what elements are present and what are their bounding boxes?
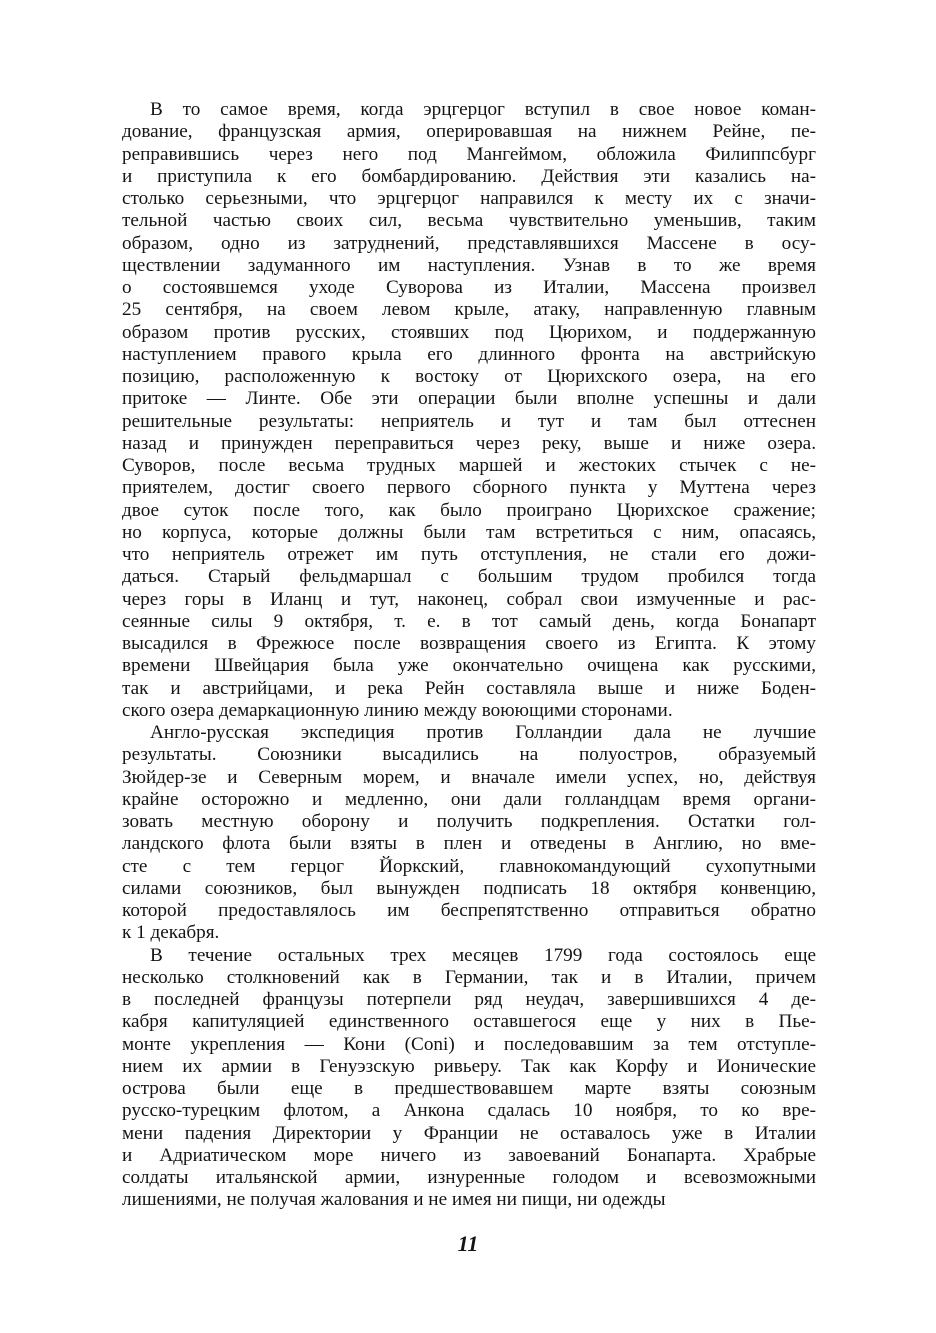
paragraph bbox=[122, 99, 816, 722]
text-line: наступлением правого крыла его длинного фронта на австрийскую bbox=[122, 343, 816, 365]
text-line: русско-турецким флотом, а Анкона сдалась 10 ноября, то ко вре- bbox=[122, 1100, 816, 1122]
text-line: несколько столкновений как в Германии, так и в Италии, причем bbox=[122, 966, 816, 988]
text-line: реправившись через него под Мангеймом, обложила Филиппсбург bbox=[122, 143, 816, 165]
text-line: ского озера демаркационную линию между воюющими сторонами. bbox=[122, 699, 673, 721]
text-line: сте с тем герцог Йоркский, главнокомандующий сухопутными bbox=[122, 855, 816, 877]
text-line: образом, одно из затруднений, представлявшихся Массене в осу- bbox=[122, 232, 816, 254]
text-line: результаты. Союзники высадились на полуостров, образуемый bbox=[122, 744, 816, 766]
text-line: в последней французы потерпели ряд неудач, завершившихся 4 де- bbox=[122, 989, 816, 1010]
text-line: Англо-русская экспедиция против Голландии дала не лучшие bbox=[150, 722, 816, 743]
text-line: столько серьезными, что эрцгерцог направился к месту их с значи- bbox=[122, 188, 816, 209]
text-line: Зюйдер-зе и Северным морем, и вначале имели успех, но, действуя bbox=[122, 766, 816, 788]
text-line: силами союзников, был вынужден подписать 18 октября конвенцию, bbox=[122, 877, 816, 899]
text-line: назад и принужден переправиться через реку, выше и ниже озера. bbox=[122, 432, 816, 454]
text-line: монте укрепления — Кони (Coni) и последовавшим за тем отступле- bbox=[122, 1033, 816, 1055]
text-line: Суворов, после весьма трудных маршей и жестоких стычек с не- bbox=[122, 455, 816, 476]
text-line: тельной частью своих сил, весьма чувствительно уменьшив, таким bbox=[122, 210, 816, 232]
text-line: ществлении задуманного им наступления. Узнав в то же время bbox=[122, 254, 816, 276]
text-line: и Адриатическом море ничего из завоеваний Бонапарта. Храбрые bbox=[122, 1144, 816, 1166]
text-line: к 1 декабря. bbox=[122, 922, 220, 944]
text-line: ландского флота были взяты в плен и отведены в Англию, но вме- bbox=[122, 833, 816, 855]
text-line: притоке — Линте. Обе эти операции были вполне успешны и дали bbox=[122, 388, 816, 410]
text-line: солдаты итальянской армии, изнуренные голодом и всевозможными bbox=[122, 1167, 816, 1188]
text-line: сеянные силы 9 октября, т. е. в тот самый день, когда Бонапарт bbox=[122, 610, 816, 632]
text-line: через горы в Иланц и тут, наконец, собрал свои измученные и рас- bbox=[122, 588, 816, 610]
text-line: нием их армии в Генуэзскую ривьеру. Так как Корфу и Ионические bbox=[122, 1055, 816, 1077]
text-line: кабря капитуляцией единственного оставшегося еще у них в Пье- bbox=[122, 1011, 816, 1033]
text-line: лишениями, не получая жалования и не имея ни пищи, ни одежды bbox=[122, 1189, 666, 1211]
text-line: двое суток после того, как было проиграно Цюрихское сражение; bbox=[122, 499, 816, 521]
text-line: В то самое время, когда эрцгерцог вступил в свое новое коман- bbox=[150, 99, 816, 120]
text-line: так и австрийцами, и река Рейн составляла выше и ниже Боден- bbox=[122, 677, 816, 699]
text-line: дование, французская армия, оперировавшая на нижнем Рейне, пе- bbox=[122, 121, 816, 143]
text-line: которой предоставлялось им беспрепятственно отправиться обратно bbox=[122, 900, 816, 921]
text-line: острова были еще в предшествовавшем марте взяты союзным bbox=[122, 1078, 816, 1099]
body-text bbox=[122, 99, 816, 1212]
paragraph bbox=[122, 945, 816, 1212]
text-line: приятелем, достиг своего первого сборного пункта у Муттена через bbox=[122, 477, 816, 499]
text-line: но корпуса, которые должны были там встретиться с ним, опасаясь, bbox=[122, 521, 816, 543]
page-number: 11 bbox=[457, 1231, 479, 1256]
text-line: образом против русских, стоявших под Цюрихом, и поддержанную bbox=[122, 321, 816, 343]
text-line: о состоявшемся уходе Суворова из Италии, Массена произвел bbox=[122, 277, 816, 298]
text-line: зовать местную оборону и получить подкрепления. Остатки гол- bbox=[122, 811, 816, 832]
text-line: даться. Старый фельдмаршал с большим трудом пробился тогда bbox=[122, 566, 816, 588]
text-line: В течение остальных трех месяцев 1799 года состоялось еще bbox=[150, 944, 816, 966]
text-line: и приступила к его бомбардированию. Действия эти казались на- bbox=[122, 165, 816, 187]
text-line: времени Швейцария была уже окончательно очищена как русскими, bbox=[122, 655, 816, 677]
text-line: мени падения Директории у Франции не оставалось уже в Италии bbox=[122, 1122, 816, 1144]
text-line: 25 сентября, на своем левом крыле, атаку, направленную главным bbox=[122, 299, 816, 321]
text-line: что неприятель отрежет им путь отступления, не стали его дожи- bbox=[122, 544, 816, 565]
text-line: крайне осторожно и медленно, они дали голландцам время органи- bbox=[122, 788, 816, 810]
text-line: решительные результаты: неприятель и тут и там был оттеснен bbox=[122, 410, 816, 432]
text-line: позицию, расположенную к востоку от Цюрихского озера, на его bbox=[122, 366, 816, 387]
paragraph bbox=[122, 722, 816, 945]
text-line: высадился в Фрежюсе после возвращения своего из Египта. К этому bbox=[122, 633, 816, 654]
